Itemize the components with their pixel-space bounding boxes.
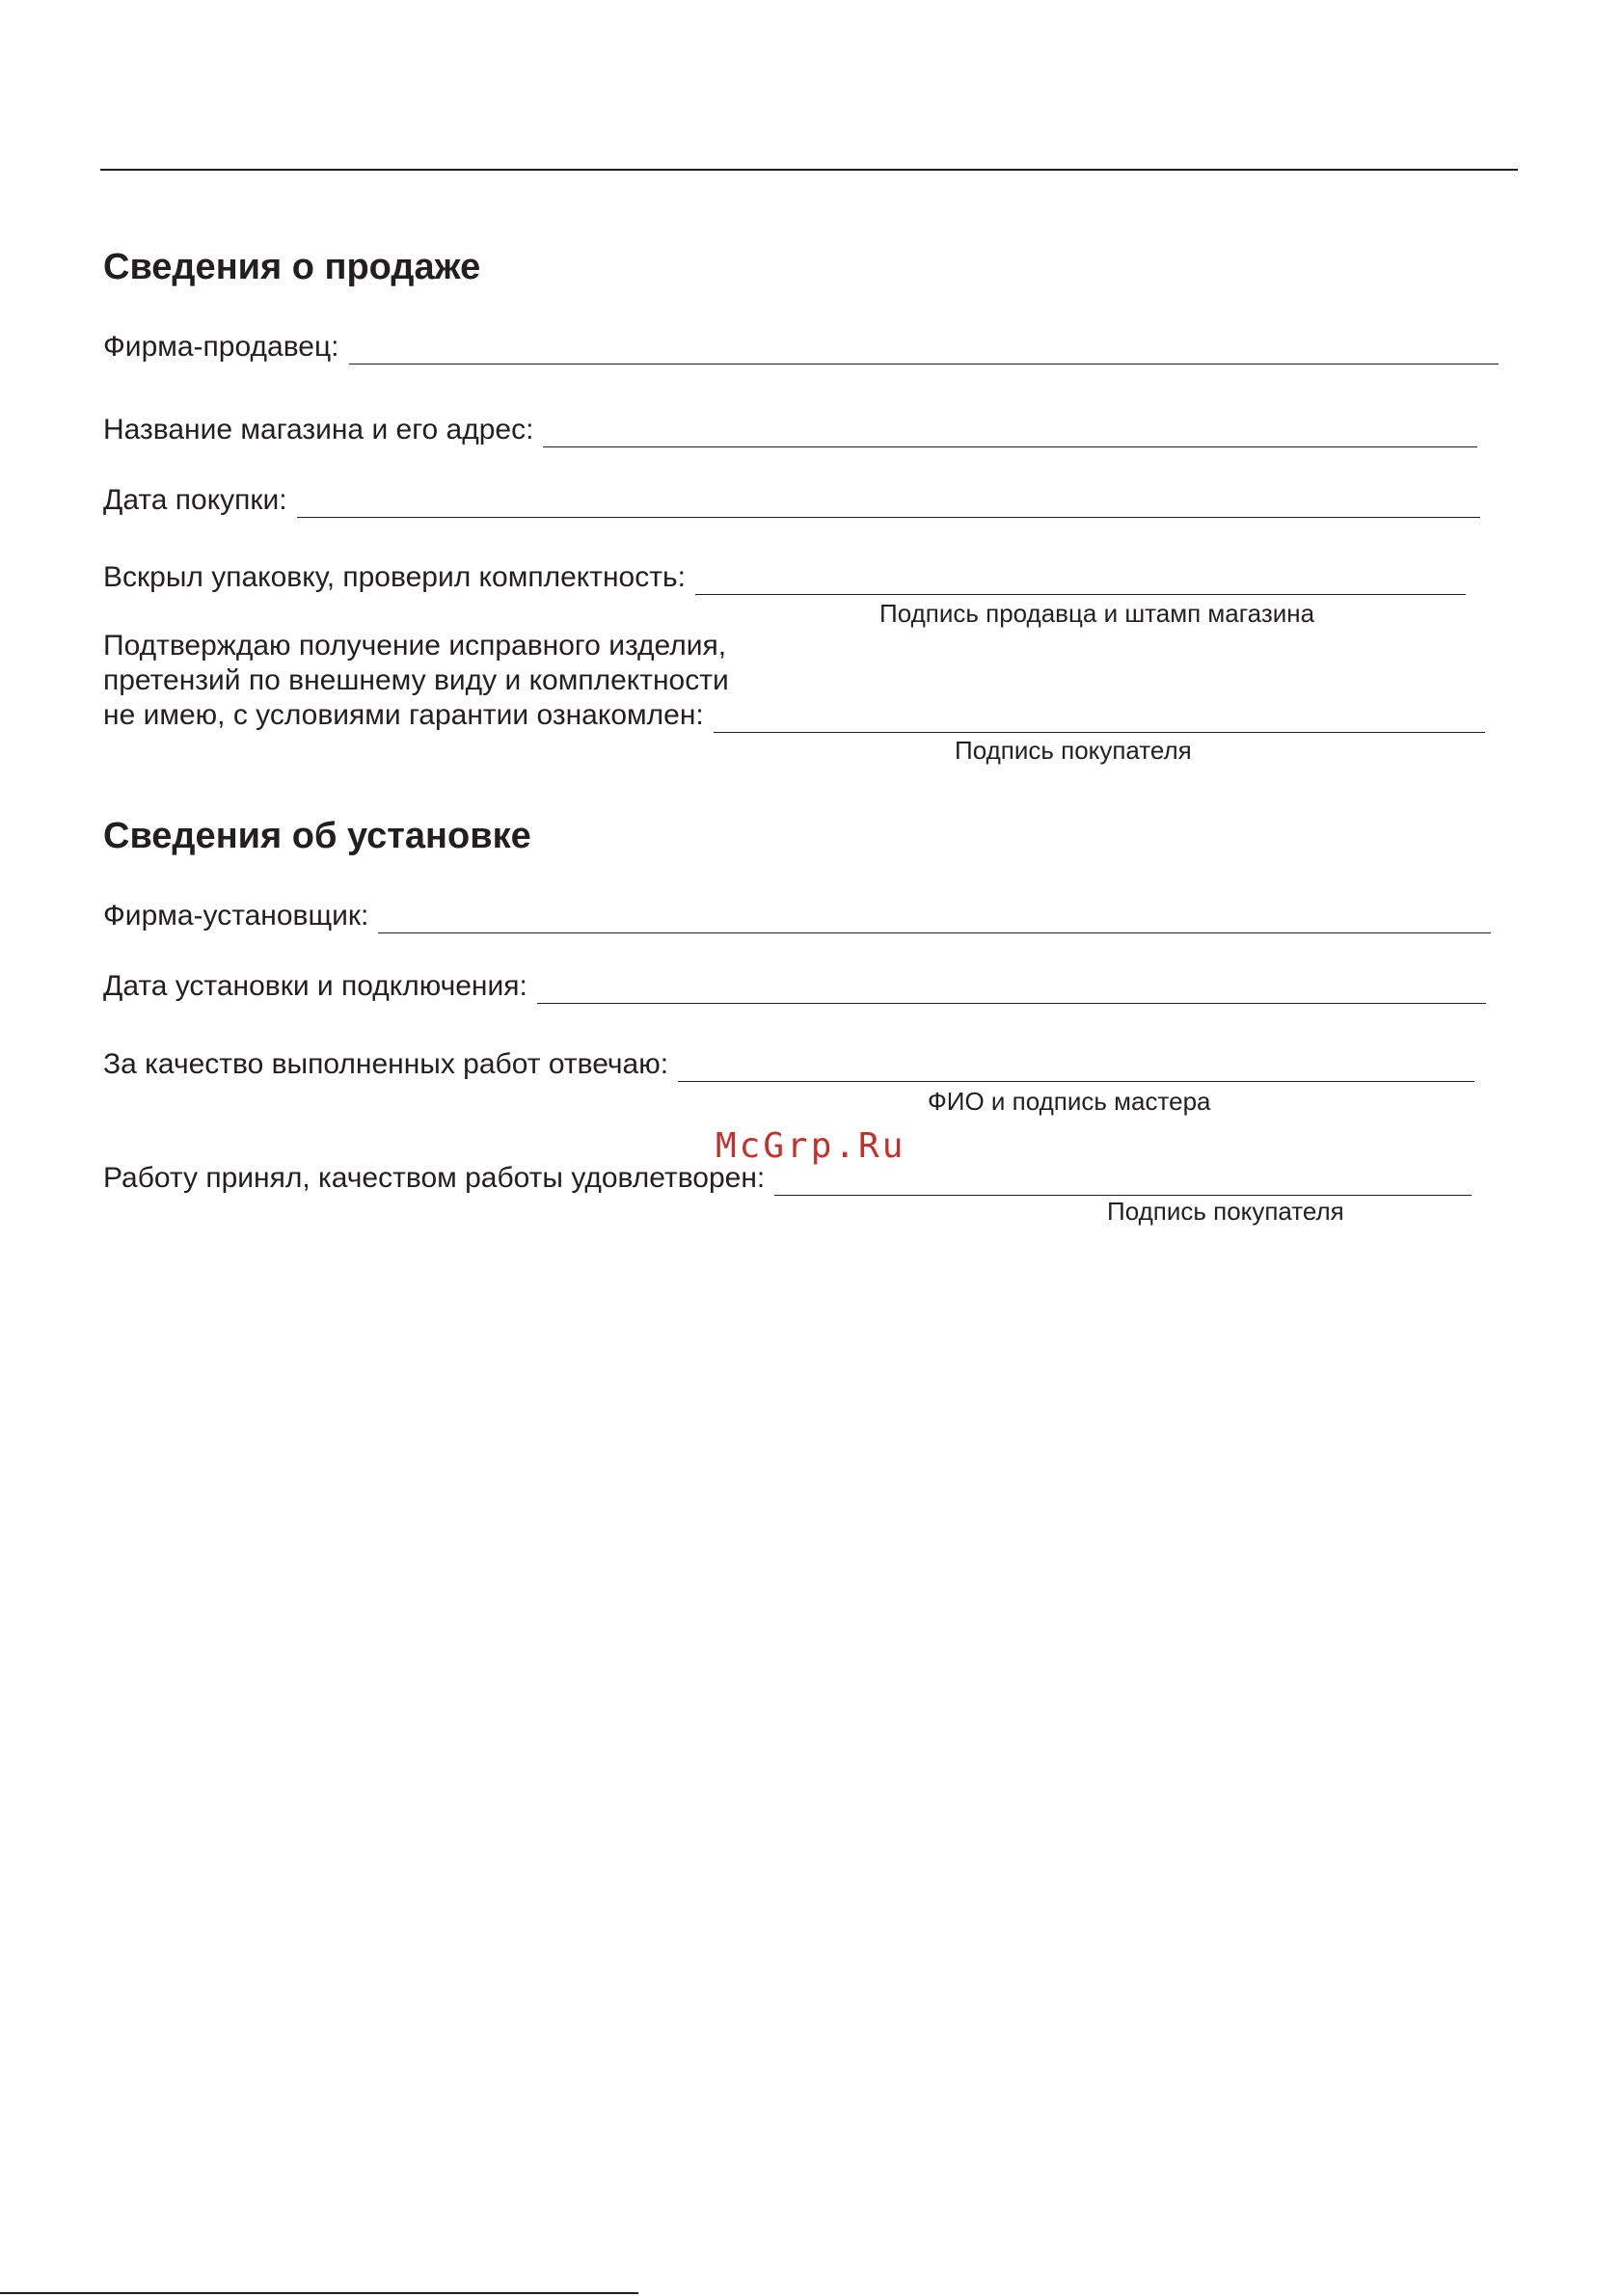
opened-label: Вскрыл упаковку, проверил комплектность: — [103, 561, 686, 593]
master-signature-line[interactable] — [678, 1052, 1474, 1082]
accepted-field — [103, 1157, 1472, 1196]
install-section-title: Сведения об установке — [103, 816, 531, 856]
accepted-buyer-caption: Подпись покупателя — [1107, 1197, 1344, 1226]
seller-signature-line[interactable] — [695, 565, 1466, 595]
accepted-label: Работу принял, качеством работы удовлетворен: — [103, 1162, 766, 1194]
installer-label: Фирма-установщик: — [103, 900, 369, 932]
bottom-divider — [0, 2292, 638, 2294]
install-date-field — [103, 965, 1486, 1004]
watermark: McGrp.Ru — [716, 1126, 906, 1166]
master-caption: ФИО и подпись мастера — [928, 1087, 1211, 1116]
store-label: Название магазина и его адрес: — [103, 414, 534, 446]
quality-field — [103, 1043, 1474, 1082]
confirm-line-3: не имею, с условиями гарантии ознакомлен: — [103, 699, 704, 731]
confirm-line-2: претензий по внешнему виду и комплектности — [103, 664, 729, 696]
purchase-date-field — [103, 479, 1480, 518]
top-divider — [100, 169, 1518, 171]
confirm-field — [103, 694, 1485, 733]
seller-signature-caption: Подпись продавца и штамп магазина — [879, 599, 1315, 628]
seller-label: Фирма-продавец: — [103, 331, 339, 363]
purchase-date-input-line[interactable] — [297, 488, 1480, 518]
quality-label: За качество выполненных работ отвечаю: — [103, 1048, 669, 1080]
seller-field — [103, 326, 1499, 365]
installer-field — [103, 895, 1491, 933]
confirm-text — [103, 629, 729, 698]
buyer-signature-caption: Подпись покупателя — [955, 736, 1192, 765]
buyer-signature-line[interactable] — [714, 703, 1485, 733]
opened-field — [103, 556, 1466, 595]
install-date-input-line[interactable] — [537, 974, 1486, 1004]
install-date-label: Дата установки и подключения: — [103, 970, 527, 1002]
purchase-date-label: Дата покупки: — [103, 484, 287, 516]
seller-input-line[interactable] — [349, 335, 1499, 365]
confirm-line-1: Подтверждаю получение исправного изделия, — [103, 630, 727, 662]
installer-input-line[interactable] — [378, 904, 1491, 933]
accepted-signature-line[interactable] — [774, 1166, 1472, 1196]
store-field — [103, 409, 1477, 447]
store-input-line[interactable] — [543, 418, 1477, 447]
sale-section-title: Сведения о продаже — [103, 247, 481, 287]
